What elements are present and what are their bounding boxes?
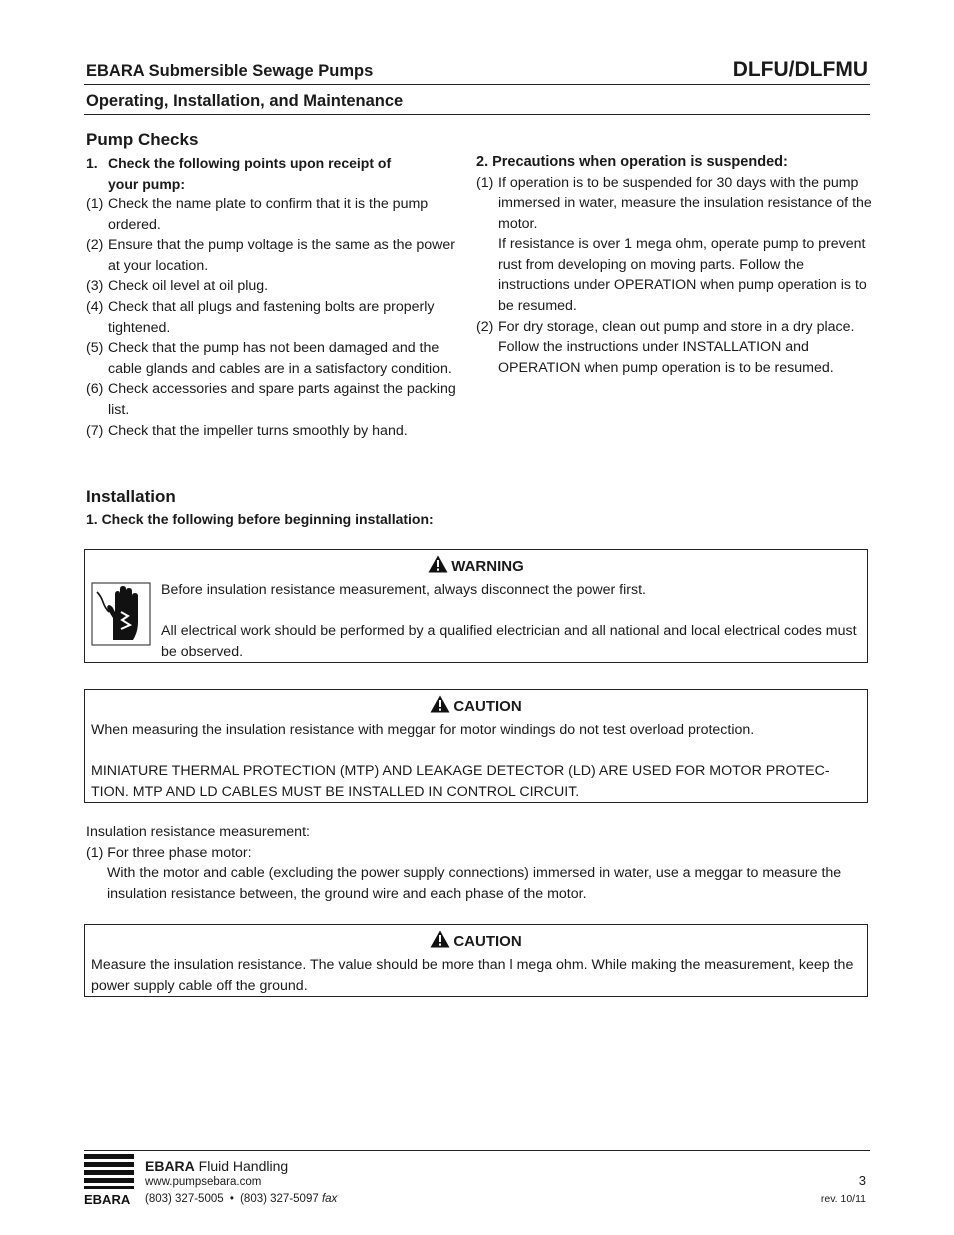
caution-box-2 xyxy=(84,924,868,997)
item-number: (3) xyxy=(86,278,104,295)
ebara-logo xyxy=(84,1152,136,1206)
caution-title: CAUTION xyxy=(453,698,522,715)
page-number: 3 xyxy=(858,1173,866,1188)
warning-box xyxy=(84,549,868,663)
step-line-2: your pump: xyxy=(108,175,185,192)
model-number: DLFU/DLFMU xyxy=(732,58,868,81)
ebara-logo-wordmark: EBARA xyxy=(84,1192,131,1206)
subheader-rule xyxy=(84,114,870,115)
caution-title: CAUTION xyxy=(453,933,522,950)
footer-phone: (803) 327-5005 xyxy=(145,1193,224,1205)
item-number: (6) xyxy=(86,381,104,398)
measurement-section xyxy=(86,822,870,904)
footer-website[interactable]: www.pumpsebara.com xyxy=(145,1176,262,1188)
list-item xyxy=(86,235,466,276)
item-text: Check oil level at oil plug. xyxy=(108,278,269,295)
item-number: (4) xyxy=(86,298,104,315)
footer-brand xyxy=(145,1158,288,1174)
document-subtitle: Operating, Installation, and Maintenance xyxy=(86,92,404,110)
list-item xyxy=(86,421,466,442)
measurement-item-1-text: With the motor and cable (excluding the power supply connections) immersed in water, use a meggar to measure the insulation resistance between, the ground wire and each phase of the motor. xyxy=(107,865,842,902)
list-item xyxy=(86,297,466,338)
measurement-intro: Insulation resistance measurement: xyxy=(86,824,310,840)
footer-bullet: • xyxy=(229,1193,234,1205)
caution-title-row xyxy=(85,695,867,719)
footer-brand-bold: EBARA xyxy=(145,1158,195,1174)
installation-heading: Installation xyxy=(86,487,176,506)
warning-triangle-icon xyxy=(428,555,448,579)
document-title: EBARA Submersible Sewage Pumps xyxy=(86,62,374,80)
precautions-section xyxy=(476,152,872,378)
pump-checks-step-1 xyxy=(86,153,466,194)
caution-triangle-icon xyxy=(430,695,450,719)
caution-text-1: Measure the insulation resistance. The value should be more than l mega ohm. While making the measurement, keep the power supply cable off the ground. xyxy=(91,957,854,994)
electric-shock-hand-icon xyxy=(91,582,151,646)
caution-text-1: When measuring the insulation resistance with meggar for motor windings do not test overload protection. xyxy=(91,722,755,738)
caution-body xyxy=(85,954,867,1000)
header-rule xyxy=(84,84,870,85)
item-text: If operation is to be suspended for 30 days with the pump immersed in water, measure the insulation resistance of the motor. xyxy=(498,174,872,232)
item-number: (5) xyxy=(86,340,104,357)
list-item xyxy=(476,173,872,317)
pump-checks-heading: Pump Checks xyxy=(86,130,199,149)
pump-checks-section xyxy=(86,130,466,441)
list-item xyxy=(476,317,872,379)
caution-title-row xyxy=(85,930,867,954)
list-item xyxy=(86,379,466,420)
warning-text-1: Before insulation resistance measurement, always disconnect the power first. xyxy=(161,582,646,598)
item-text: Check that the impeller turns smoothly by hand. xyxy=(108,422,408,439)
pump-checks-list xyxy=(86,194,466,441)
caution-box-1 xyxy=(84,689,868,803)
warning-title: WARNING xyxy=(451,558,524,575)
revision-date: rev. 10/11 xyxy=(820,1193,866,1205)
item-text: Check the name plate to confirm that it is the pump ordered. xyxy=(108,196,429,233)
measurement-item-1: (1) For three phase motor: xyxy=(86,844,252,861)
step-line-1: Check the following points upon receipt of xyxy=(108,155,392,171)
warning-body xyxy=(85,579,867,666)
footer-fax: (803) 327-5097 xyxy=(240,1193,319,1205)
item-text: For dry storage, clean out pump and store in a dry place. Follow the instructions under INSTALLATION and OPERATION when pump operation is to be resumed. xyxy=(498,318,855,376)
item-number: (2) xyxy=(476,318,494,335)
item-number: (1) xyxy=(476,174,494,191)
warning-title-row xyxy=(85,555,867,579)
caution-triangle-icon xyxy=(430,930,450,954)
warning-text-2: All electrical work should be performed by a qualified electrician and all national and local electrical codes must be observed. xyxy=(161,623,857,660)
precautions-list xyxy=(476,173,872,379)
footer-fax-label: fax xyxy=(321,1193,338,1205)
footer-contact xyxy=(145,1193,337,1205)
precautions-heading: 2. Precautions when operation is suspended: xyxy=(476,154,788,170)
item-text: Check that all plugs and fastening bolts are properly tightened. xyxy=(108,298,435,336)
item-number: (2) xyxy=(86,237,104,254)
item-text: Check that the pump has not been damaged and the cable glands and cables are in a satisfactory condition. xyxy=(108,340,452,377)
step-number: 1. xyxy=(86,155,98,171)
caution-text-2: MINIATURE THERMAL PROTECTION (MTP) AND LEAKAGE DETECTOR (LD) ARE USED FOR MOTOR PROTEC-TION. MTP AND LD CABLES MUST BE INSTALLED IN CONTROL CIRCUIT. xyxy=(91,763,830,800)
item-number: (7) xyxy=(86,422,104,439)
item-number: (1) xyxy=(86,196,104,212)
item-text: Ensure that the pump voltage is the same as the power at your location. xyxy=(108,237,456,274)
caution-body xyxy=(85,719,867,806)
footer-rule xyxy=(84,1150,870,1151)
item-text: Check accessories and spare parts against the packing list. xyxy=(108,381,456,418)
footer-brand-rest: Fluid Handling xyxy=(194,1158,289,1174)
item-text-continued: If resistance is over 1 mega ohm, operate pump to prevent rust from developing on moving parts. Follow the instructions under OPERATION when pump operation is to be resumed. xyxy=(498,236,867,315)
list-item xyxy=(86,276,466,297)
list-item xyxy=(86,338,466,379)
installation-step-1: 1. Check the following before beginning installation: xyxy=(86,511,434,527)
list-item xyxy=(86,194,466,235)
